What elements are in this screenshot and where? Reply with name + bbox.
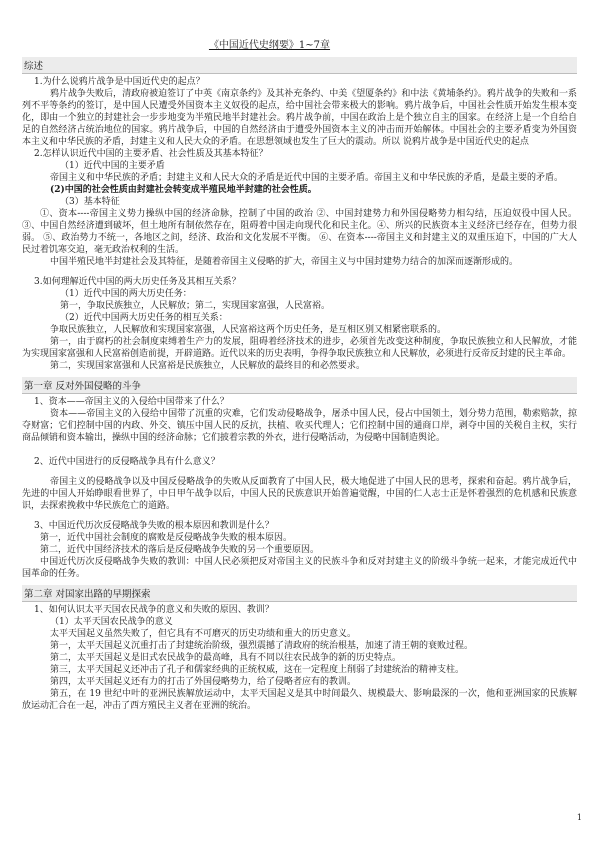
paragraph: 帝国主义的侵略战争以及中国反侵略战争的失败从反面教育了中国人民，极大地促进了中国人民的思考，探索和奋起。鸦片战争后，先进的中国人开始睁眼看世界了，中日甲午战争以后，中国人民的民族意识开始普遍觉醒，中国的仁人志士正是怀着强烈的危机感和民族意识，去探索挽救中华民族危亡的道路。	[22, 477, 577, 511]
paragraph: 资本——帝国主义的入侵给中国带了沉重的灾难，它们发动侵略战争，屠杀中国人民，侵占中国领土，划分势力范围，勒索赔款，掠夺财富；它们控制中国的内政、外交、镇压中国人民的反抗，扶植、收买代理人；它们控制中国的通商口岸，剥夺中国的关税自主权，实行商品倾销和资本输出，操纵中国的经济命脉；它们披着宗教的外衣，进行侵略活动，为侵略中国制造舆论。	[22, 409, 577, 443]
question-heading: 1、如何认识太平天国农民战争的意义和失败的原因、教训？	[34, 605, 274, 615]
paragraph: 第一，争取民族独立，人民解放；第二，实现国家富强，人民富裕。	[60, 301, 331, 311]
paragraph: 太平天国起义虽然失败了，但它具有不可磨灭的历史功绩和重大的历史意义。	[50, 629, 357, 639]
sub-heading: （1）近代中国的两大历史任务：	[60, 289, 192, 299]
section-heading-overview: 综述	[22, 57, 577, 74]
sub-heading: （1）近代中国的主要矛盾	[60, 161, 165, 171]
section-heading-chapter-2: 第二章 对国家出路的早期探索	[22, 585, 577, 602]
question-heading: 3.如何理解近代中国的两大历史任务及其相互关系？	[34, 277, 241, 287]
paragraph: 帝国主义和中华民族的矛盾；封建主义和人民大众的矛盾是近代中国的主要矛盾。帝国主义和中华民族的矛盾，是最主要的矛盾。	[50, 173, 564, 183]
question-heading: 2、近代中国进行的反侵略战争具有什么意义？	[34, 457, 220, 467]
paragraph: 第二，太平天国起义是旧式农民战争的最高峰，具有不同以往农民战争的新的历史特点。	[50, 653, 402, 663]
sub-heading: （3）基本特征	[60, 197, 120, 207]
paragraph: 争取民族独立，人民解放和实现国家富强，人民富裕这两个历史任务，是互相区别又相紧密联系的。	[50, 325, 447, 335]
paragraph: 第五，在 19 世纪中叶的亚洲民族解放运动中，太平天国起义是其中时间最久、规模最大、影响最深的一次，他和亚洲国家的民族解放运动汇合在一起，冲击了西方殖民主义者在亚洲的统治。	[22, 689, 577, 711]
paragraph: 第四，太平天国起义还有力的打击了外国侵略势力，给了侵略者应有的教训。	[50, 677, 357, 687]
document-page	[22, 36, 577, 712]
paragraph: 鸦片战争失败后，清政府被迫签订了中英《南京条约》及其补充条约、中美《望厦条约》和中法《黄埔条约》。鸦片战争的失败和一系列不平等条约的签订，是中国人民遭受外国资本主义奴役的起点，给中国社会带来极大的影响。鸦片战争后，中国社会性质开始发生根本变化，即由一个独立的封建社会一步步地变为半殖民地半封建社会。鸦片战争前，中国在政治上是个独立自主的国家。在经济上是一个自给自足的自然经济占统治地位的国家。鸦片战争后，中国的自然经济由于遭受外国资本主义的冲击而开始解体。中国社会的主要矛盾变为外国资本主义和中华民族的矛盾，封建主义和人民大众的矛盾。在思想领域也发生了巨大的震动。所以 说鸦片战争是中国近代史的起点	[22, 89, 577, 147]
paragraph: 第一，由于腐朽的社会制度束缚着生产力的发展，阻碍着经济技术的进步，必须首先改变这种制度，争取民族独立和人民解放，才能为实现国家富强和人民富裕创造前提，开辟道路。近代以来的历史表明，争得争取民族独立和人民解放，必须进行反帝反封建的民主革命。	[22, 337, 577, 359]
paragraph: 第二，实现国家富强和人民富裕是民族独立，人民解放的最终目的和必然要求。	[50, 361, 366, 371]
paragraph: 第二，近代中国经济技术的落后是反侵略战争失败的另一个重要原因。	[40, 545, 320, 555]
document-title: 《中国近代史纲要》1~7章	[208, 40, 331, 51]
question-heading: 2.怎样认识近代中国的主要矛盾、社会性质及其基本特征？	[34, 149, 268, 159]
question-heading: 1、资本——帝国主义的入侵给中国带来了什么？	[34, 397, 229, 407]
question-heading: 1.为什么说鸦片战争是中国近代史的起点？	[34, 77, 205, 87]
paragraph: 第一，近代中国社会制度的腐败是反侵略战争失败的根本原因。	[40, 533, 293, 543]
paragraph: 中国近代历次反侵略战争失败的教训：中国人民必须把反对帝国主义的民族斗争和反对封建主义的阶级斗争统一起来，才能完成近代中国革命的任务。	[22, 557, 577, 579]
paragraph: 第三，太平天国起义还冲击了孔子和儒家经典的正统权威，这在一定程度上削弱了封建统治的精神支柱。	[50, 665, 465, 675]
section-heading-chapter-1: 第一章 反对外国侵略的斗争	[22, 377, 577, 394]
sub-heading: （2）近代中国两大历史任务的相互关系：	[60, 313, 228, 323]
page-number: 1	[576, 813, 582, 822]
paragraph: 中国半殖民地半封建社会及其特征，是随着帝国主义侵略的扩大，帝国主义与中国封建势力结合的加深而逐渐形成的。	[50, 257, 519, 267]
sub-heading: （1）太平天国农民战争的意义	[50, 617, 173, 627]
paragraph: 第一，太平天国起义沉重打击了封建统治阶级，强烈震撼了清政府的统治根基，加速了清王朝的衰败过程。	[50, 641, 474, 651]
paragraph: ①、资本----帝国主义势力操纵中国的经济命脉，控制了中国的政治 ②、中国封建势力和外国侵略势力相勾结，压迫奴役中国人民。③、中国自然经济遭到破坏，但土地所有制依然存在，阻碍着中国走向现代化和民主化。④、所兴的民族资本主义经济已经存在，但势力很弱。 ⑤、政治势力不统一，各地区之间，经济、政治和文化发展不平衡。 ⑥、在资本----帝国主义和封建主义的双重压迫下，中国的广大人民过着饥寒交迫，毫无政治权利的生活。	[22, 209, 577, 255]
sub-heading: (2)中国的社会性质由封建社会转变成半殖民地半封建的社会性质。	[50, 185, 317, 195]
question-heading: 3、中国近代历次反侵略战争失败的根本原因和教训是什么？	[34, 521, 274, 531]
